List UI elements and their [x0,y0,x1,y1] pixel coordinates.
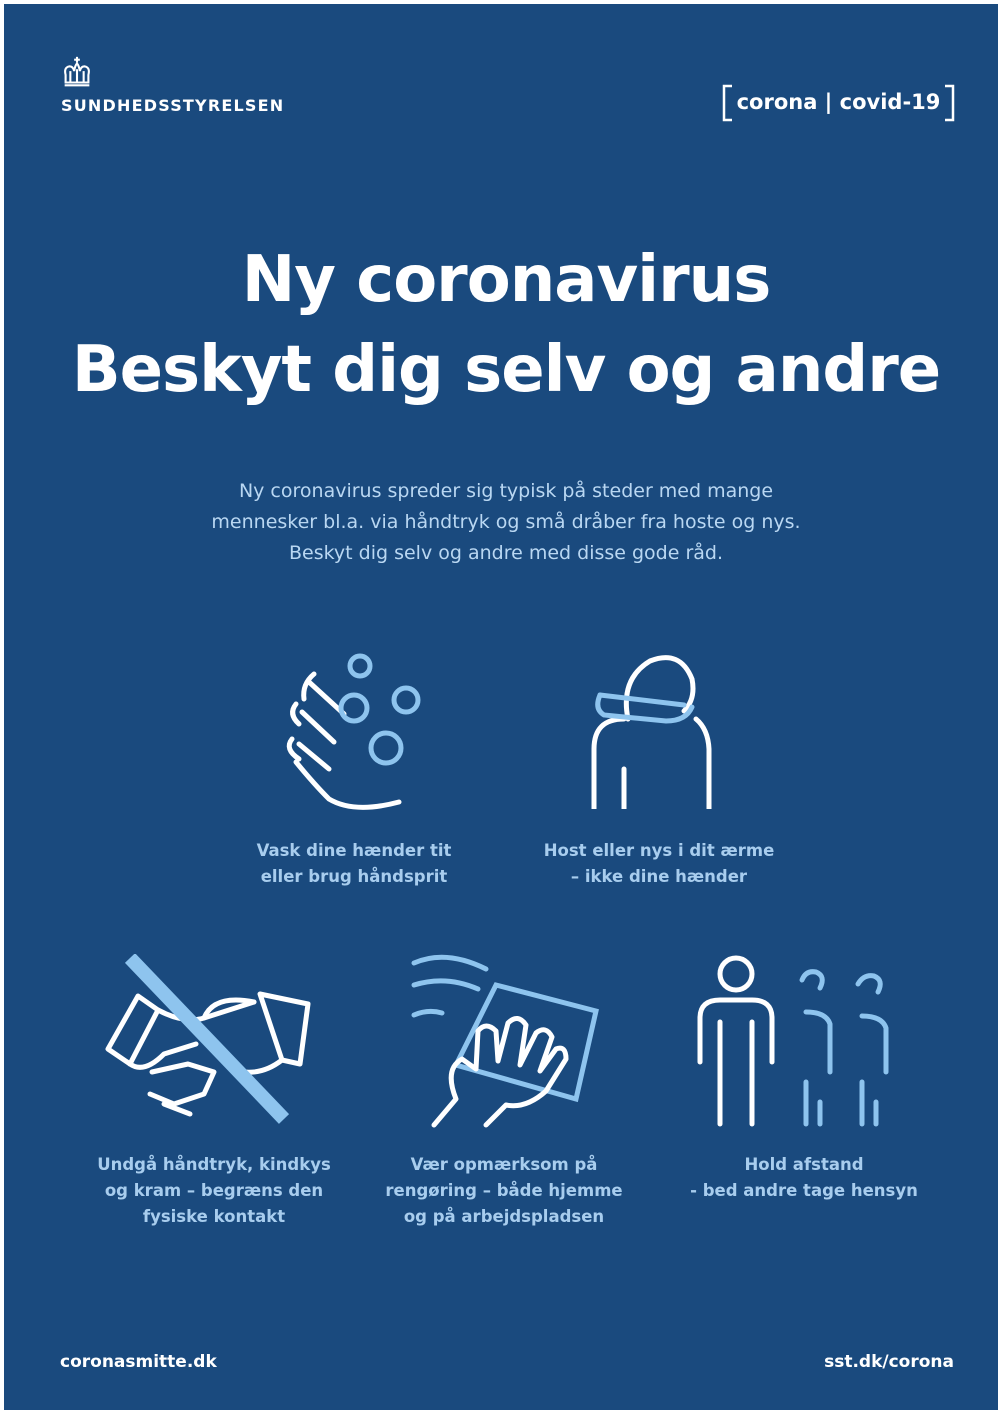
headline-line-2: Beskyt dig selv og andre [71,333,941,407]
caption-keep-distance [664,1152,944,1204]
intro-line-2: mennesker bl.a. via håndtryk og små dråber fra hoste og nys. [211,511,801,533]
caption-line: Host eller nys i dit ærme [543,841,775,860]
caption-line: – ikke dine hænder [570,867,748,886]
caption-cough-in-sleeve [514,838,804,890]
intro-text [154,476,858,569]
cough-in-sleeve-icon [584,649,734,809]
intro-line-3: Beskyt dig selv og andre med disse gode råd. [288,542,724,564]
caption-line: eller brug håndsprit [260,867,448,886]
topic-tag-text: corona | covid-19 [736,90,941,114]
caption-line: og kram – begræns den [104,1181,324,1200]
no-handshake-icon [104,954,319,1129]
caption-line: Vask dine hænder tit [256,841,452,860]
caption-line: Vær opmærksom på [410,1155,598,1174]
caption-hand-washing [214,838,494,890]
caption-cleaning [369,1152,639,1230]
logo-text: SUNDHEDSSTYRELSEN [61,96,285,115]
crown-icon [58,54,96,92]
topic-tag [722,84,955,122]
caption-no-handshake [74,1152,354,1230]
caption-line: - bed andre tage hensyn [690,1181,918,1200]
intro-line-1: Ny coronavirus spreder sig typisk på steder med mange [238,480,774,502]
keep-distance-icon [694,952,904,1127]
caption-line: Undgå håndtryk, kindkys [97,1155,331,1174]
footer-link-sst[interactable]: sst.dk/corona [824,1352,954,1372]
caption-line: rengøring – både hjemme [385,1181,623,1200]
footer-link-coronasmitte[interactable]: coronasmitte.dk [60,1352,217,1372]
cleaning-hand-icon [406,949,611,1129]
caption-line: fysiske kontakt [142,1207,286,1226]
poster [4,4,998,1410]
headline-line-1: Ny coronavirus [241,243,771,317]
hand-washing-icon [274,644,434,814]
caption-line: Hold afstand [744,1155,864,1174]
caption-line: og på arbejdspladsen [403,1207,605,1226]
